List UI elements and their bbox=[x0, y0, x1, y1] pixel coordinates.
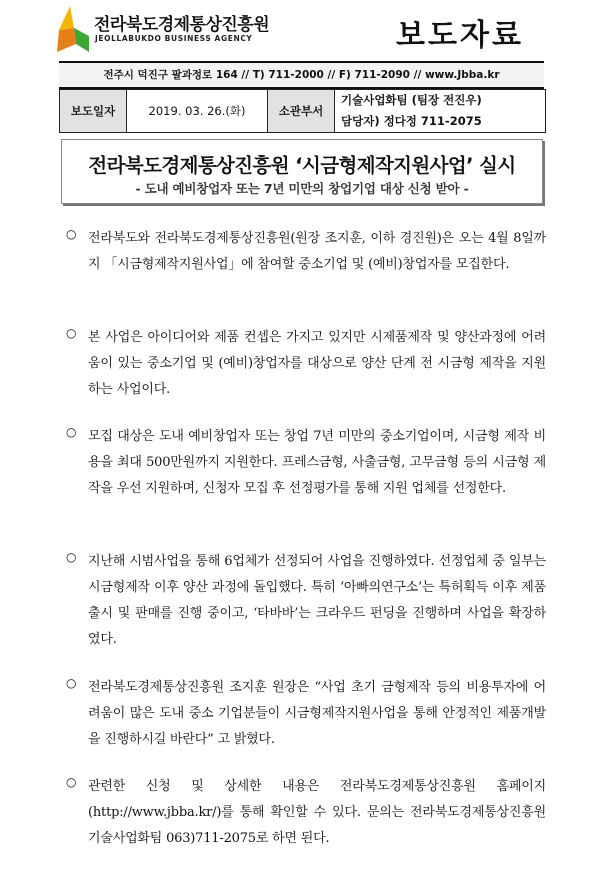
release-date-value: 2019. 03. 26.(화) bbox=[127, 90, 268, 133]
bullet-text: 본 사업은 아이디어와 제품 컨셉은 가지고 있지만 시제품제작 및 양산과정에 어려움이 있는 중소기업 및 (예비)창업자를 대상으로 양산 단계 전 시금형 제작을 지원하는 사업이다. bbox=[88, 330, 546, 397]
bullet-circle-icon: ○ bbox=[66, 676, 77, 690]
release-info-table bbox=[59, 89, 546, 133]
org-name-korean: 전라북도경제통상진흥원 bbox=[94, 15, 270, 35]
bullet-text: 전라북도경제통상진흥원 조지훈 원장은 “사업 초기 금형제작 등의 비용투자에 어려움이 많은 도내 중소 기업분들이 시금형제작지원사업을 통해 안정적인 제품개발을 진행하시길 바란다” 고 밝혔다. bbox=[88, 680, 546, 747]
bullet-circle-icon: ○ bbox=[66, 227, 77, 241]
bullet-circle-icon: ○ bbox=[66, 550, 77, 564]
department-value bbox=[335, 90, 546, 133]
logo-orange-shape bbox=[57, 28, 76, 52]
subheadline: - 도내 예비창업자 또는 7년 미만의 창업기업 대상 신청 받아 - bbox=[135, 181, 469, 196]
department-contact: 담당자) 정다정 711-2075 bbox=[341, 114, 482, 128]
bullet-item bbox=[56, 774, 556, 873]
bullet-text: 모집 대상은 도내 예비창업자 또는 창업 7년 미만의 중소기업이며, 시금형 제작 비용을 최대 500만원까지 지원한다. 프레스금형, 사출금형, 고무금형 등의 시금형 제작을 우선 지원하며, 신청자 모집 후 선정평가를 통해 지원 업체를 선정한다. bbox=[88, 429, 546, 496]
bullet-text: 관련한 신청 및 상세한 내용은 전라북도경제통상진흥원 홈페이지(http://www.jbba.kr/)를 통해 확인할 수 있다. 문의는 전라북도경제통상진흥원 기술사업화팀 063)711-2075로 하면 된다. bbox=[88, 779, 546, 846]
bullet-text: 지난해 시범사업을 통해 6업체가 선정되어 사업을 진행하였다. 선정업체 중 일부는 시금형제작 이후 양산 과정에 돌입했다. 특히 ‘아빠의연구소’는 특허획득 이후 제품출시 및 판매를 진행 중이고, ‘타바바’는 크라우드 펀딩을 진행하며 사업을 확장하였다. bbox=[88, 554, 546, 647]
headline-box bbox=[61, 139, 543, 204]
bullet-circle-icon: ○ bbox=[66, 326, 77, 340]
bullet-circle-icon: ○ bbox=[66, 425, 77, 439]
headline: 전라북도경제통상진흥원 ‘시금형제작지원사업’ 실시 bbox=[88, 154, 516, 177]
body-bullet-list bbox=[56, 226, 556, 873]
bullet-item bbox=[56, 424, 556, 549]
department-label: 소관부서 bbox=[268, 90, 335, 133]
department-team: 기술사업화팀 (팀장 전진우) bbox=[341, 93, 482, 107]
release-date-label: 보도일자 bbox=[60, 90, 127, 133]
bullet-item bbox=[56, 675, 556, 774]
bullet-item bbox=[56, 226, 556, 325]
bullet-item bbox=[56, 549, 556, 675]
press-release-label: 보도자료 bbox=[396, 18, 524, 53]
contact-info-bar: 전주시 덕진구 팔과정로 164 // T) 711-2000 // F) 711-2090 // www.Jbba.kr bbox=[59, 61, 544, 89]
bullet-item bbox=[56, 325, 556, 424]
agency-logo bbox=[56, 6, 90, 52]
bullet-text: 전라북도와 전라북도경제통상진흥원(원장 조지훈, 이하 경진원)은 오는 4월 8일까지 「시금형제작지원사업」에 참여할 중소기업 및 (예비)창업자를 모집한다. bbox=[88, 231, 546, 272]
bullet-circle-icon: ○ bbox=[66, 775, 77, 789]
org-name-english: JEOLLABUKDO BUSINESS AGENCY bbox=[95, 34, 253, 43]
logo-yellow-shape bbox=[59, 6, 74, 30]
logo-green-shape bbox=[74, 28, 89, 52]
